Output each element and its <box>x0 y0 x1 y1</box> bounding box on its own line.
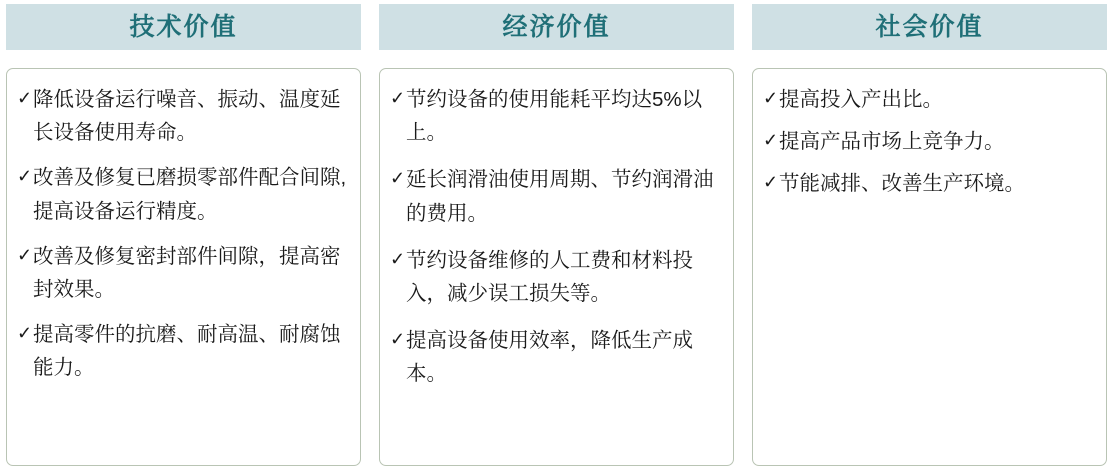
column-body-technical <box>6 68 361 466</box>
value-column-technical <box>6 4 361 466</box>
bullet-list-social <box>763 83 1094 201</box>
list-item-text: 改善及修复密封部件间隙，提高密封效果。 <box>33 244 341 302</box>
bullet-list-economic <box>390 83 721 391</box>
check-icon: ✓ <box>17 88 33 108</box>
column-header-economic <box>379 4 734 50</box>
list-item-text: 提高产品市场上竞争力。 <box>779 130 1005 154</box>
check-icon: ✓ <box>763 130 779 151</box>
check-icon: ✓ <box>763 88 779 108</box>
check-icon: ✓ <box>17 323 33 344</box>
list-item <box>763 83 1094 116</box>
column-header-technical <box>6 4 361 50</box>
column-header-social <box>752 4 1107 50</box>
bullet-list-technical <box>17 83 348 385</box>
list-item <box>17 240 348 306</box>
list-item-text: 提高设备使用效率，降低生产成本。 <box>406 329 693 386</box>
check-icon: ✓ <box>390 88 406 108</box>
check-icon: ✓ <box>390 168 406 189</box>
list-item <box>17 318 348 384</box>
list-item <box>763 125 1094 158</box>
column-body-economic <box>379 68 734 466</box>
column-header-technical-label: 技术价值 <box>129 12 238 41</box>
list-item-text: 改善及修复已磨损零部件配合间隙,提高设备运行精度。 <box>33 166 347 223</box>
list-item <box>17 161 348 227</box>
column-body-social <box>752 68 1107 466</box>
list-item-text: 提高零件的抗磨、耐高温、耐腐蚀能力。 <box>33 323 341 380</box>
value-column-economic <box>379 4 734 466</box>
list-item <box>390 163 721 229</box>
list-item <box>390 83 721 149</box>
column-header-social-label: 社会价值 <box>875 12 984 41</box>
list-item <box>17 83 348 149</box>
list-item-text: 提高投入产出比。 <box>779 88 943 111</box>
value-column-social <box>752 4 1107 466</box>
check-icon: ✓ <box>390 248 406 269</box>
check-icon: ✓ <box>17 166 33 187</box>
list-item <box>390 324 721 390</box>
list-item-text: 降低设备运行噪音、振动、温度延长设备使用寿命。 <box>33 88 341 145</box>
check-icon: ✓ <box>17 244 33 265</box>
check-icon: ✓ <box>763 172 779 193</box>
list-item <box>763 167 1094 200</box>
check-icon: ✓ <box>390 329 406 350</box>
list-item-text: 节约设备维修的人工费和材料投入，减少误工损失等。 <box>406 248 693 306</box>
list-item <box>390 244 721 310</box>
column-header-economic-label: 经济价值 <box>502 12 611 41</box>
list-item-text: 延长润滑油使用周期、节约润滑油的费用。 <box>406 168 714 225</box>
list-item-text: 节能减排、改善生产环境。 <box>779 172 1025 196</box>
list-item-text: 节约设备的使用能耗平均达5%以上。 <box>406 88 703 145</box>
